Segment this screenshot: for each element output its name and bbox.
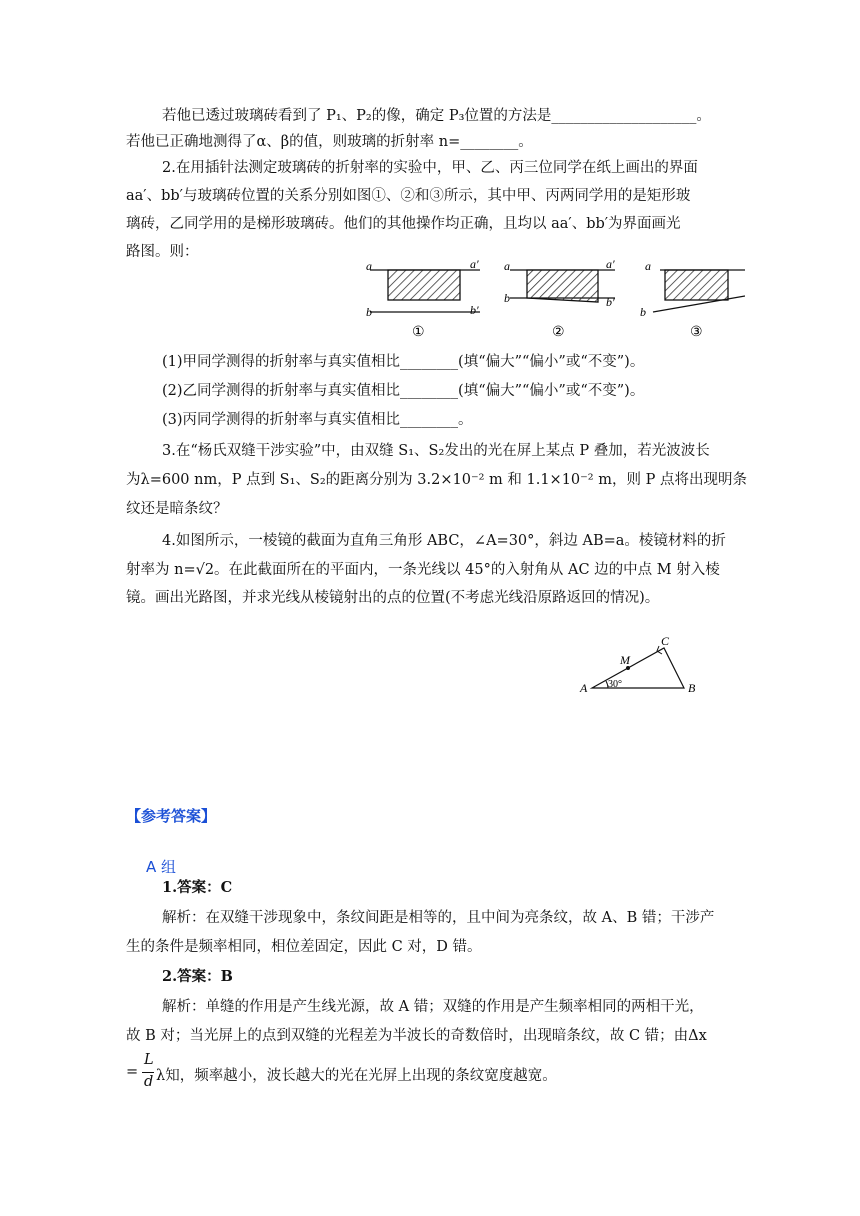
- q4-line-2: 射率为 n=√2。在此截面所在的平面内，一条光线以 45°的入射角从 AC 边的中点 M 射入棱: [126, 562, 720, 578]
- q2-sub-1: (1)甲同学测得的折射率与真实值相比________(填“偏大”“偏小”或“不变”)。: [162, 354, 645, 370]
- answer-2-expl-3-rest: λ知，频率越小，波长越大的光在光屏上出现的条纹宽度越宽。: [156, 1068, 557, 1084]
- answer-2-expl-1: 解析：单缝的作用是产生线光源，故 A 错；双缝的作用是产生频率相同的两相干光，: [162, 999, 704, 1015]
- q4-angle-label: 30°: [608, 679, 622, 690]
- fraction-numerator: L: [144, 1052, 154, 1068]
- answers-title: 【参考答案】: [126, 807, 217, 825]
- q4-label-M: M: [620, 653, 630, 667]
- answer-2-expl-2: 故 B 对；当光屏上的点到双缝的光程差为半波长的奇数倍时，出现暗条纹，故 C 错；由Δx: [126, 1028, 707, 1044]
- q4-line-3: 镜。画出光路图，并求光线从棱镜射出的点的位置(不考虑光线沿原路返回的情况)。: [126, 590, 660, 606]
- group-a-title: A 组: [146, 858, 177, 876]
- fig3-number: ③: [690, 325, 703, 340]
- q1-line-1: 若他已透过玻璃砖看到了 P₁、P₂的像，确定 P₃位置的方法是____________________。: [162, 108, 711, 124]
- q4-label-C: C: [661, 634, 670, 648]
- q3-line-3: 纹还是暗条纹？: [126, 501, 228, 517]
- q2-line-2: aa′、bb′与玻璃砖位置的关系分别如图①、②和③所示，其中甲、丙两同学用的是矩形玻: [126, 188, 691, 204]
- q2-sub-2: (2)乙同学测得的折射率与真实值相比________(填“偏大”“偏小”或“不变”)。: [162, 383, 645, 399]
- q4-label-A: A: [580, 681, 588, 695]
- q4-label-B: B: [688, 681, 696, 695]
- fig2-label-b: b: [504, 291, 510, 305]
- answer-1-expl-1: 解析：在双缝干涉现象中，条纹间距是相等的，且中间为亮条纹，故 A、B 错；干涉产: [162, 910, 715, 926]
- fig2-label-a-prime: a′: [606, 257, 615, 271]
- fraction-bar: [142, 1072, 154, 1073]
- answer-2-expl-3: [126, 1052, 826, 1092]
- answer-1-expl-2: 生的条件是频率相同，相位差固定，因此 C 对，D 错。: [126, 939, 482, 955]
- q3-line-1: 3.在“杨氏双缝干涉实验”中，由双缝 S₁、S₂发出的光在屏上某点 P 叠加，若光波波长: [162, 443, 710, 459]
- eq-sign: =: [126, 1064, 139, 1080]
- fraction-denominator: d: [144, 1074, 154, 1090]
- fig1-label-b: b: [366, 305, 372, 319]
- fig2-number: ②: [552, 325, 565, 340]
- q4-line-1: 4.如图所示，一棱镜的截面为直角三角形 ABC，∠A=30°，斜边 AB=a。棱镜材料的折: [162, 533, 726, 549]
- q1-line-2: 若他已正确地测得了α、β的值，则玻璃的折射率 n=________。: [126, 134, 533, 150]
- q2-line-1: 2.在用插针法测定玻璃砖的折射率的实验中，甲、乙、丙三位同学在纸上画出的界面: [162, 160, 698, 176]
- q2-line-4: 路图。则：: [126, 244, 199, 260]
- q2-figure: [360, 256, 745, 342]
- q3-line-2: 为λ=600 nm，P 点到 S₁、S₂的距离分别为 3.2×10⁻² m 和 1.1×10⁻² m，则 P 点将出现明条: [126, 472, 747, 488]
- fig3-label-a: a: [645, 259, 651, 273]
- q2-sub-3: (3)丙同学测得的折射率与真实值相比________。: [162, 412, 473, 428]
- fig1-label-a-prime: a′: [470, 257, 479, 271]
- fig2-label-b-prime: b′: [606, 295, 615, 309]
- fig1-label-b-prime: b′: [470, 303, 479, 317]
- q4-triangle-figure: [576, 634, 706, 698]
- fig3-label-b: b: [640, 305, 646, 319]
- answer-1-label: 1.答案：C: [162, 879, 233, 896]
- fig1-number: ①: [412, 325, 425, 340]
- fig2-label-a: a: [504, 259, 510, 273]
- answer-2-label: 2.答案：B: [162, 968, 233, 985]
- q2-line-3: 璃砖，乙同学用的是梯形玻璃砖。他们的其他操作均正确，且均以 aa′、bb′为界面画光: [126, 216, 681, 232]
- fig1-label-a: a: [366, 259, 372, 273]
